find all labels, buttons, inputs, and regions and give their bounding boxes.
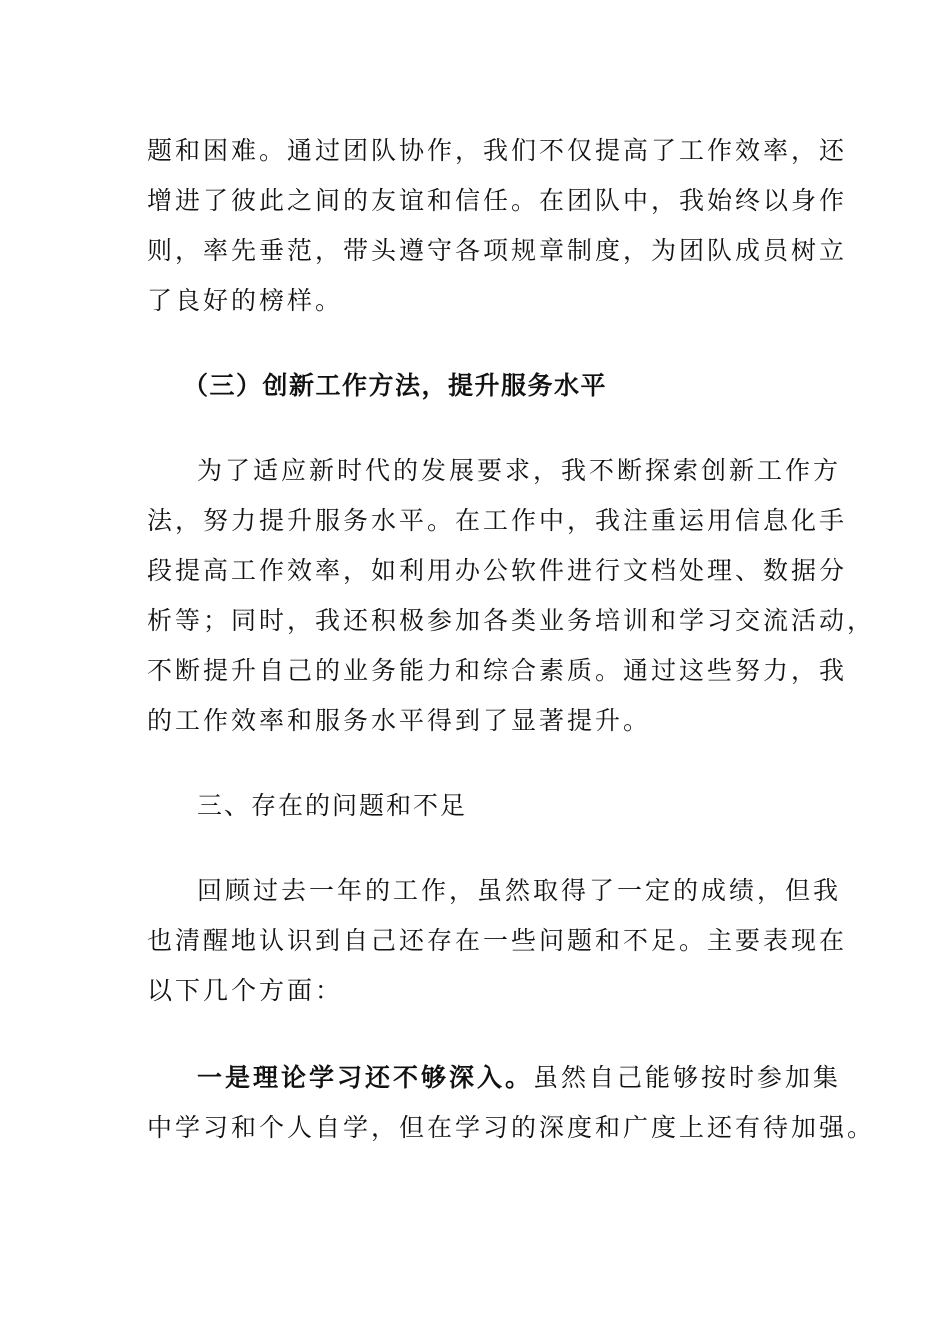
paragraph-line: 题和困难。通过团队协作，我们不仅提高了工作效率，还 (147, 136, 848, 165)
paragraph-line: 不断提升自己的业务能力和综合素质。通过这些努力，我 (147, 656, 848, 685)
paragraph-line: 增进了彼此之间的友谊和信任。在团队中，我始终以身作 (147, 186, 848, 215)
paragraph-line: 为了适应新时代的发展要求，我不断探索创新工作方 (197, 456, 842, 485)
section-heading-innovation: （三）创新工作方法，提升服务水平 (183, 371, 608, 400)
paragraph-line: 以下几个方面： (147, 976, 344, 1005)
lead-point-text: 虽然自己能够按时参加集 (533, 1063, 842, 1092)
paragraph-line: 法，努力提升服务水平。在工作中，我注重运用信息化手 (147, 506, 848, 535)
paragraph-line: 段提高工作效率，如利用办公软件进行文档处理、数据分 (147, 556, 848, 585)
paragraph-line: 回顾过去一年的工作，虽然取得了一定的成绩，但我 (197, 876, 842, 905)
paragraph-line: 也清醒地认识到自己还存在一些问题和不足。主要表现在 (147, 926, 848, 955)
chapter-heading-problems: 三、存在的问题和不足 (197, 791, 468, 820)
paragraph-line (197, 1063, 841, 1093)
paragraph-line: 了良好的榜样。 (147, 286, 344, 315)
paragraph-line: 析等；同时，我还积极参加各类业务培训和学习交流活动， (147, 606, 876, 635)
paragraph-line: 中学习和个人自学，但在学习的深度和广度上还有待加强。 (147, 1113, 876, 1142)
lead-point-bold: 一是理论学习还不够深入。 (197, 1063, 534, 1092)
paragraph-line: 的工作效率和服务水平得到了显著提升。 (147, 706, 652, 735)
paragraph-line: 则，率先垂范，带头遵守各项规章制度，为团队成员树立 (147, 236, 848, 265)
